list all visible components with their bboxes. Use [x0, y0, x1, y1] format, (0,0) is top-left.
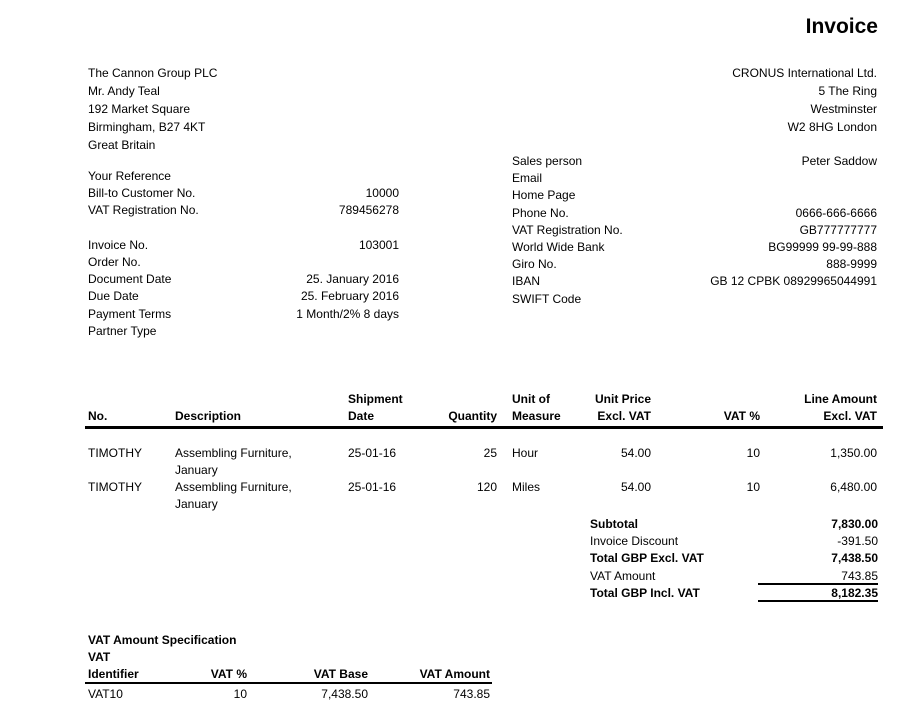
total-value: 743.85: [758, 568, 878, 585]
field-label: VAT Registration No.: [88, 203, 199, 218]
address-line: Mr. Andy Teal: [88, 84, 160, 98]
item-description-line: Assembling Furniture,: [175, 480, 292, 494]
address-line: Great Britain: [88, 138, 156, 152]
item-description-line: January: [175, 463, 218, 477]
field-label: Order No.: [88, 254, 141, 269]
col-header-unit-of-measure: [497, 391, 590, 425]
field-value: 25. February 2016: [300, 289, 399, 304]
address-line: 5 The Ring: [818, 84, 877, 98]
field-home-page: [512, 187, 877, 204]
vat-amount: 743.85: [453, 687, 490, 701]
vat-spec-section: [85, 632, 492, 703]
total-label: Subtotal: [590, 517, 638, 531]
field-value: GB 12 CPBK 08929965044991: [710, 274, 877, 289]
field-label: Partner Type: [88, 323, 157, 338]
field-label: Document Date: [88, 272, 172, 287]
item-quantity: 25: [483, 446, 497, 460]
total-label: Total GBP Excl. VAT: [590, 551, 704, 566]
field-partner-type: [88, 323, 399, 340]
col-header-line: Measure: [512, 409, 561, 423]
item-shipment-date: 25-01-16: [348, 446, 397, 460]
vat-percent: 10: [233, 687, 247, 701]
col-header-line: Excl. VAT: [597, 409, 651, 423]
field-giro-no: [512, 256, 877, 273]
col-header-shipment-date: [348, 391, 440, 425]
col-header-line: Line Amount: [804, 392, 877, 406]
total-label: Total GBP Incl. VAT: [590, 585, 700, 600]
line-items-header: [85, 391, 883, 429]
field-company-vat-registration-no: [512, 222, 877, 239]
field-value: 103001: [358, 237, 399, 252]
field-value: GB777777777: [799, 222, 877, 237]
item-unit-price: 54.00: [620, 480, 651, 494]
item-vat-percent: 10: [746, 480, 760, 494]
item-unit-of-measure: Miles: [512, 480, 541, 494]
col-header-vat-percent: VAT %: [723, 409, 760, 423]
item-quantity: 120: [476, 480, 497, 494]
invoice-info-fields: [88, 168, 399, 340]
total-label: Invoice Discount: [590, 534, 679, 549]
field-your-reference: [88, 168, 399, 185]
col-header-vat-base: VAT Base: [313, 666, 368, 681]
field-bill-to-customer-no: [88, 185, 399, 202]
field-label: Due Date: [88, 289, 139, 304]
field-label: Your Reference: [88, 169, 171, 183]
total-value: 7,438.50: [831, 551, 878, 566]
item-line-amount: 6,480.00: [830, 480, 877, 494]
address-line: Westminster: [810, 102, 877, 116]
col-header-line: Identifier: [88, 666, 139, 681]
total-value: -391.50: [837, 534, 878, 549]
address-line: Birmingham, B27 4KT: [88, 120, 206, 134]
address-line: 192 Market Square: [88, 102, 191, 116]
field-sales-person: [512, 153, 877, 170]
col-header-vat-amount: VAT Amount: [419, 666, 490, 681]
item-description-line: January: [175, 497, 218, 511]
vat-spec-title: VAT Amount Specification: [88, 633, 237, 647]
field-invoice-no: [88, 237, 399, 254]
field-swift-code: [512, 291, 877, 308]
field-label: Giro No.: [512, 257, 557, 272]
vat-spec-row: [85, 684, 492, 703]
field-label: Phone No.: [512, 205, 569, 220]
field-label: SWIFT Code: [512, 291, 582, 306]
item-no: TIMOTHY: [88, 480, 142, 494]
item-unit-of-measure: Hour: [512, 446, 539, 460]
field-label: Invoice No.: [88, 237, 149, 252]
item-description: [175, 445, 348, 479]
field-label: Payment Terms: [88, 306, 172, 321]
company-address: [732, 64, 877, 136]
address-line: CRONUS International Ltd.: [732, 66, 877, 80]
field-value: 10000: [365, 186, 399, 201]
field-label: Bill-to Customer No.: [88, 186, 196, 201]
total-value: 8,182.35: [758, 585, 878, 602]
field-world-wide-bank: [512, 239, 877, 256]
vat-identifier: VAT10: [88, 687, 123, 701]
col-header-line: Excl. VAT: [823, 409, 877, 423]
line-item-row: [85, 445, 883, 479]
total-row-total-excl-vat: [590, 550, 878, 567]
field-value: 0666-666-6666: [795, 205, 877, 220]
field-phone-no: [512, 205, 877, 222]
field-vat-registration-no: [88, 202, 399, 219]
address-line: W2 8HG London: [787, 120, 877, 134]
col-header-no: No.: [88, 409, 108, 423]
field-due-date: [88, 288, 399, 305]
total-value: 7,830.00: [831, 517, 878, 531]
total-row-invoice-discount: [590, 533, 878, 550]
line-items-table: [85, 391, 883, 513]
item-description: [175, 479, 348, 513]
col-header-line-amount: [765, 391, 883, 425]
total-row-total-incl-vat: [590, 585, 878, 602]
field-email: [512, 170, 877, 187]
col-header-line: VAT: [88, 650, 111, 664]
col-header-vat-percent: VAT %: [210, 666, 247, 681]
col-header-vat-identifier: [85, 649, 185, 682]
field-label: Email: [512, 171, 543, 186]
col-header-description: Description: [175, 409, 242, 423]
field-iban: [512, 273, 877, 290]
total-row-subtotal: [590, 516, 878, 533]
field-value: 888-9999: [826, 257, 877, 272]
col-header-unit-price: [590, 391, 655, 425]
item-vat-percent: 10: [746, 446, 760, 460]
col-header-line: Unit Price: [594, 392, 651, 406]
total-row-vat-amount: [590, 568, 878, 585]
field-value: BG99999 99-99-888: [768, 239, 877, 254]
address-line: The Cannon Group PLC: [88, 66, 218, 80]
item-unit-price: 54.00: [620, 446, 651, 460]
col-header-line: Date: [348, 409, 375, 423]
company-info-fields: [512, 153, 877, 308]
item-line-amount: 1,350.00: [830, 446, 877, 460]
col-header-quantity: Quantity: [448, 409, 497, 423]
item-shipment-date: 25-01-16: [348, 480, 397, 494]
field-label: Home Page: [512, 188, 576, 203]
field-label: VAT Registration No.: [512, 222, 623, 237]
bill-to-address: [88, 64, 217, 154]
invoice-title: Invoice: [805, 15, 878, 38]
item-no: TIMOTHY: [88, 446, 142, 460]
vat-spec-header: [85, 649, 492, 684]
field-value: Peter Saddow: [801, 154, 877, 168]
item-description-line: Assembling Furniture,: [175, 446, 292, 460]
field-label: World Wide Bank: [512, 239, 605, 254]
line-item-row: [85, 479, 883, 513]
col-header-line: Shipment: [348, 392, 403, 406]
vat-base: 7,438.50: [321, 687, 368, 701]
field-value: 25. January 2016: [306, 272, 399, 287]
field-label: IBAN: [512, 274, 541, 289]
col-header-line: Unit of: [512, 392, 550, 406]
field-order-no: [88, 254, 399, 271]
field-payment-terms: [88, 306, 399, 323]
field-value: 789456278: [338, 203, 399, 218]
field-document-date: [88, 271, 399, 288]
totals-section: [590, 516, 878, 602]
total-label: VAT Amount: [590, 568, 656, 583]
field-value: 1 Month/2% 8 days: [296, 306, 399, 321]
field-label: Sales person: [512, 154, 583, 168]
